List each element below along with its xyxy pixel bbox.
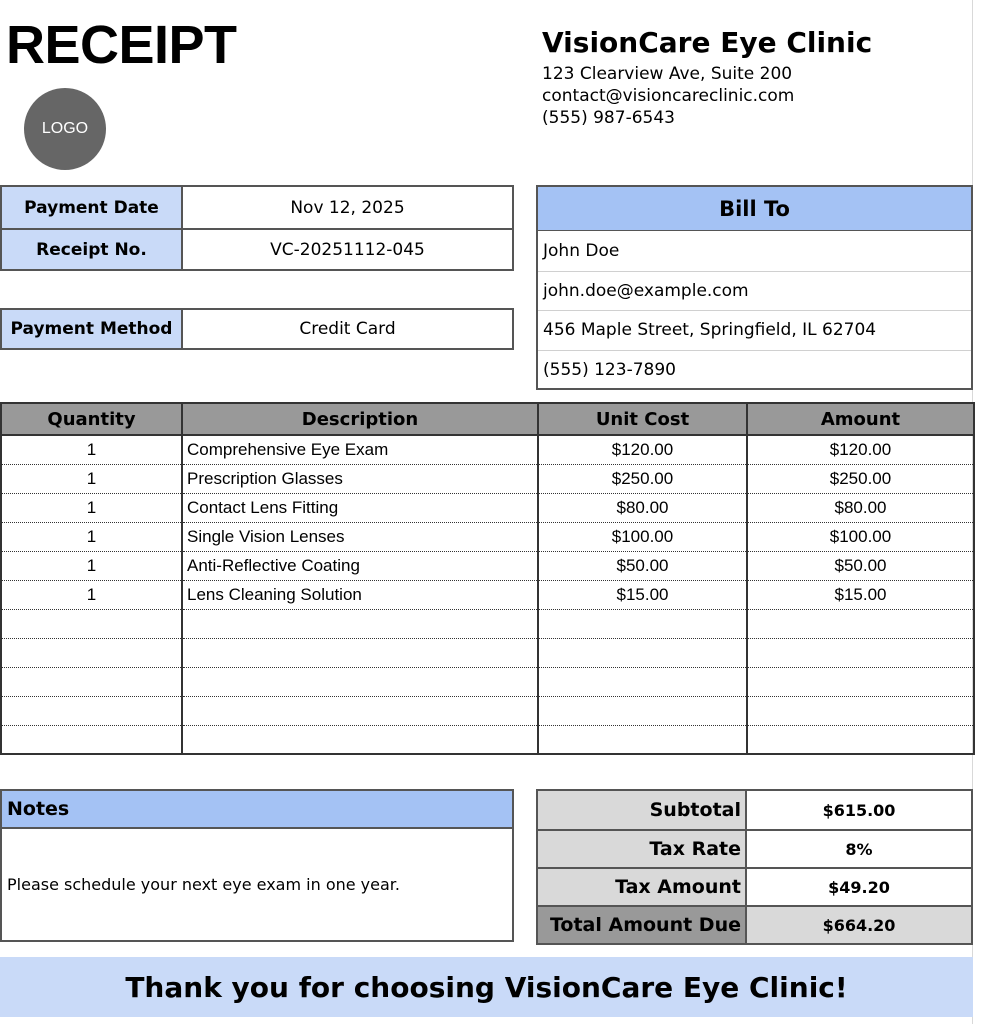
receipt-title: RECEIPT: [6, 15, 237, 75]
thank-you-banner: Thank you for choosing VisionCare Eye Clinic!: [0, 957, 973, 1017]
line-item-quantity-cell[interactable]: [1, 609, 182, 638]
line-item-unit-cost-cell[interactable]: $15.00: [538, 580, 747, 609]
tax-rate-row: [538, 829, 971, 867]
line-item-quantity-cell[interactable]: [1, 725, 182, 754]
line-item-amount-cell[interactable]: $80.00: [747, 493, 974, 522]
column-header-quantity: Quantity: [1, 403, 182, 435]
line-item-description-cell[interactable]: [182, 696, 538, 725]
line-item-unit-cost-cell[interactable]: [538, 696, 747, 725]
receipt-no-label: Receipt No.: [2, 230, 183, 269]
line-item-unit-cost-cell[interactable]: [538, 725, 747, 754]
line-item-quantity-cell[interactable]: [1, 667, 182, 696]
line-item-quantity-cell[interactable]: 1: [1, 493, 182, 522]
line-item-unit-cost-cell[interactable]: $100.00: [538, 522, 747, 551]
bill-to-phone[interactable]: (555) 123-7890: [538, 350, 971, 390]
clinic-address: 123 Clearview Ave, Suite 200: [542, 64, 793, 84]
line-item-amount-cell[interactable]: [747, 609, 974, 638]
receipt-meta-table: [0, 185, 514, 271]
total-due-label: Total Amount Due: [538, 907, 747, 943]
line-item-unit-cost-cell[interactable]: $80.00: [538, 493, 747, 522]
line-item-amount-cell[interactable]: $120.00: [747, 435, 974, 464]
notes-section: [0, 789, 514, 942]
bill-to-email[interactable]: john.doe@example.com: [538, 271, 971, 311]
line-item-row: [1, 522, 974, 551]
payment-date-row: [2, 187, 512, 228]
line-item-description-cell[interactable]: [182, 725, 538, 754]
line-item-description-cell[interactable]: Comprehensive Eye Exam: [182, 435, 538, 464]
line-item-description-cell[interactable]: Anti-Reflective Coating: [182, 551, 538, 580]
line-item-unit-cost-cell[interactable]: $50.00: [538, 551, 747, 580]
line-item-quantity-cell[interactable]: [1, 638, 182, 667]
total-due-value: $664.20: [747, 907, 971, 943]
line-item-row: [1, 638, 974, 667]
notes-heading: Notes: [2, 791, 512, 829]
line-item-row: [1, 493, 974, 522]
line-items-table: [0, 402, 975, 755]
payment-date-value[interactable]: Nov 12, 2025: [290, 197, 405, 218]
line-item-unit-cost-cell[interactable]: $250.00: [538, 464, 747, 493]
line-item-quantity-cell[interactable]: 1: [1, 464, 182, 493]
line-item-amount-cell[interactable]: $100.00: [747, 522, 974, 551]
line-item-description-cell[interactable]: Single Vision Lenses: [182, 522, 538, 551]
payment-method-label: Payment Method: [2, 310, 183, 348]
line-item-amount-cell[interactable]: $15.00: [747, 580, 974, 609]
clinic-email: contact@visioncareclinic.com: [542, 86, 795, 106]
line-item-row: [1, 435, 974, 464]
bill-to-heading: Bill To: [538, 187, 971, 231]
line-item-quantity-cell[interactable]: 1: [1, 435, 182, 464]
notes-text[interactable]: Please schedule your next eye exam in one year.: [7, 875, 400, 894]
line-item-row: [1, 696, 974, 725]
tax-rate-value[interactable]: 8%: [747, 831, 971, 867]
bill-to-address[interactable]: 456 Maple Street, Springfield, IL 62704: [538, 310, 971, 350]
line-item-description-cell[interactable]: [182, 667, 538, 696]
line-item-amount-cell[interactable]: [747, 638, 974, 667]
line-item-amount-cell[interactable]: [747, 696, 974, 725]
payment-method-value[interactable]: Credit Card: [299, 319, 396, 339]
line-items-header-row: [1, 403, 974, 435]
totals-section: [536, 789, 973, 945]
total-due-row: [538, 905, 971, 943]
line-item-quantity-cell[interactable]: [1, 696, 182, 725]
column-header-amount: Amount: [747, 403, 974, 435]
logo-text: LOGO: [41, 120, 89, 137]
subtotal-label: Subtotal: [538, 791, 747, 829]
line-item-amount-cell[interactable]: $50.00: [747, 551, 974, 580]
logo-placeholder: [24, 88, 106, 170]
line-item-description-cell[interactable]: Lens Cleaning Solution: [182, 580, 538, 609]
line-item-row: [1, 667, 974, 696]
receipt-no-value[interactable]: VC-20251112-045: [270, 239, 425, 260]
line-item-quantity-cell[interactable]: 1: [1, 580, 182, 609]
column-header-unit-cost: Unit Cost: [538, 403, 747, 435]
payment-method-row: [0, 308, 514, 350]
column-header-description: Description: [182, 403, 538, 435]
subtotal-value: $615.00: [747, 791, 971, 829]
tax-amount-value: $49.20: [747, 869, 971, 905]
clinic-phone: (555) 987-6543: [542, 108, 675, 128]
line-item-unit-cost-cell[interactable]: [538, 667, 747, 696]
tax-amount-label: Tax Amount: [538, 869, 747, 905]
subtotal-row: [538, 791, 971, 829]
line-item-row: [1, 551, 974, 580]
line-item-description-cell[interactable]: [182, 638, 538, 667]
bill-to-section: [536, 185, 973, 390]
tax-amount-row: [538, 867, 971, 905]
line-item-row: [1, 725, 974, 754]
tax-rate-label: Tax Rate: [538, 831, 747, 867]
line-item-unit-cost-cell[interactable]: $120.00: [538, 435, 747, 464]
line-item-amount-cell[interactable]: [747, 667, 974, 696]
line-item-quantity-cell[interactable]: 1: [1, 551, 182, 580]
line-item-unit-cost-cell[interactable]: [538, 609, 747, 638]
clinic-name: VisionCare Eye Clinic: [542, 26, 873, 59]
line-item-description-cell[interactable]: Prescription Glasses: [182, 464, 538, 493]
line-item-amount-cell[interactable]: $250.00: [747, 464, 974, 493]
bill-to-name[interactable]: John Doe: [543, 240, 620, 261]
line-item-description-cell[interactable]: Contact Lens Fitting: [182, 493, 538, 522]
line-item-row: [1, 609, 974, 638]
line-item-unit-cost-cell[interactable]: [538, 638, 747, 667]
payment-date-label: Payment Date: [2, 187, 183, 228]
line-item-row: [1, 464, 974, 493]
receipt-no-row: [2, 228, 512, 269]
line-item-quantity-cell[interactable]: 1: [1, 522, 182, 551]
line-item-amount-cell[interactable]: [747, 725, 974, 754]
line-item-description-cell[interactable]: [182, 609, 538, 638]
line-item-row: [1, 580, 974, 609]
